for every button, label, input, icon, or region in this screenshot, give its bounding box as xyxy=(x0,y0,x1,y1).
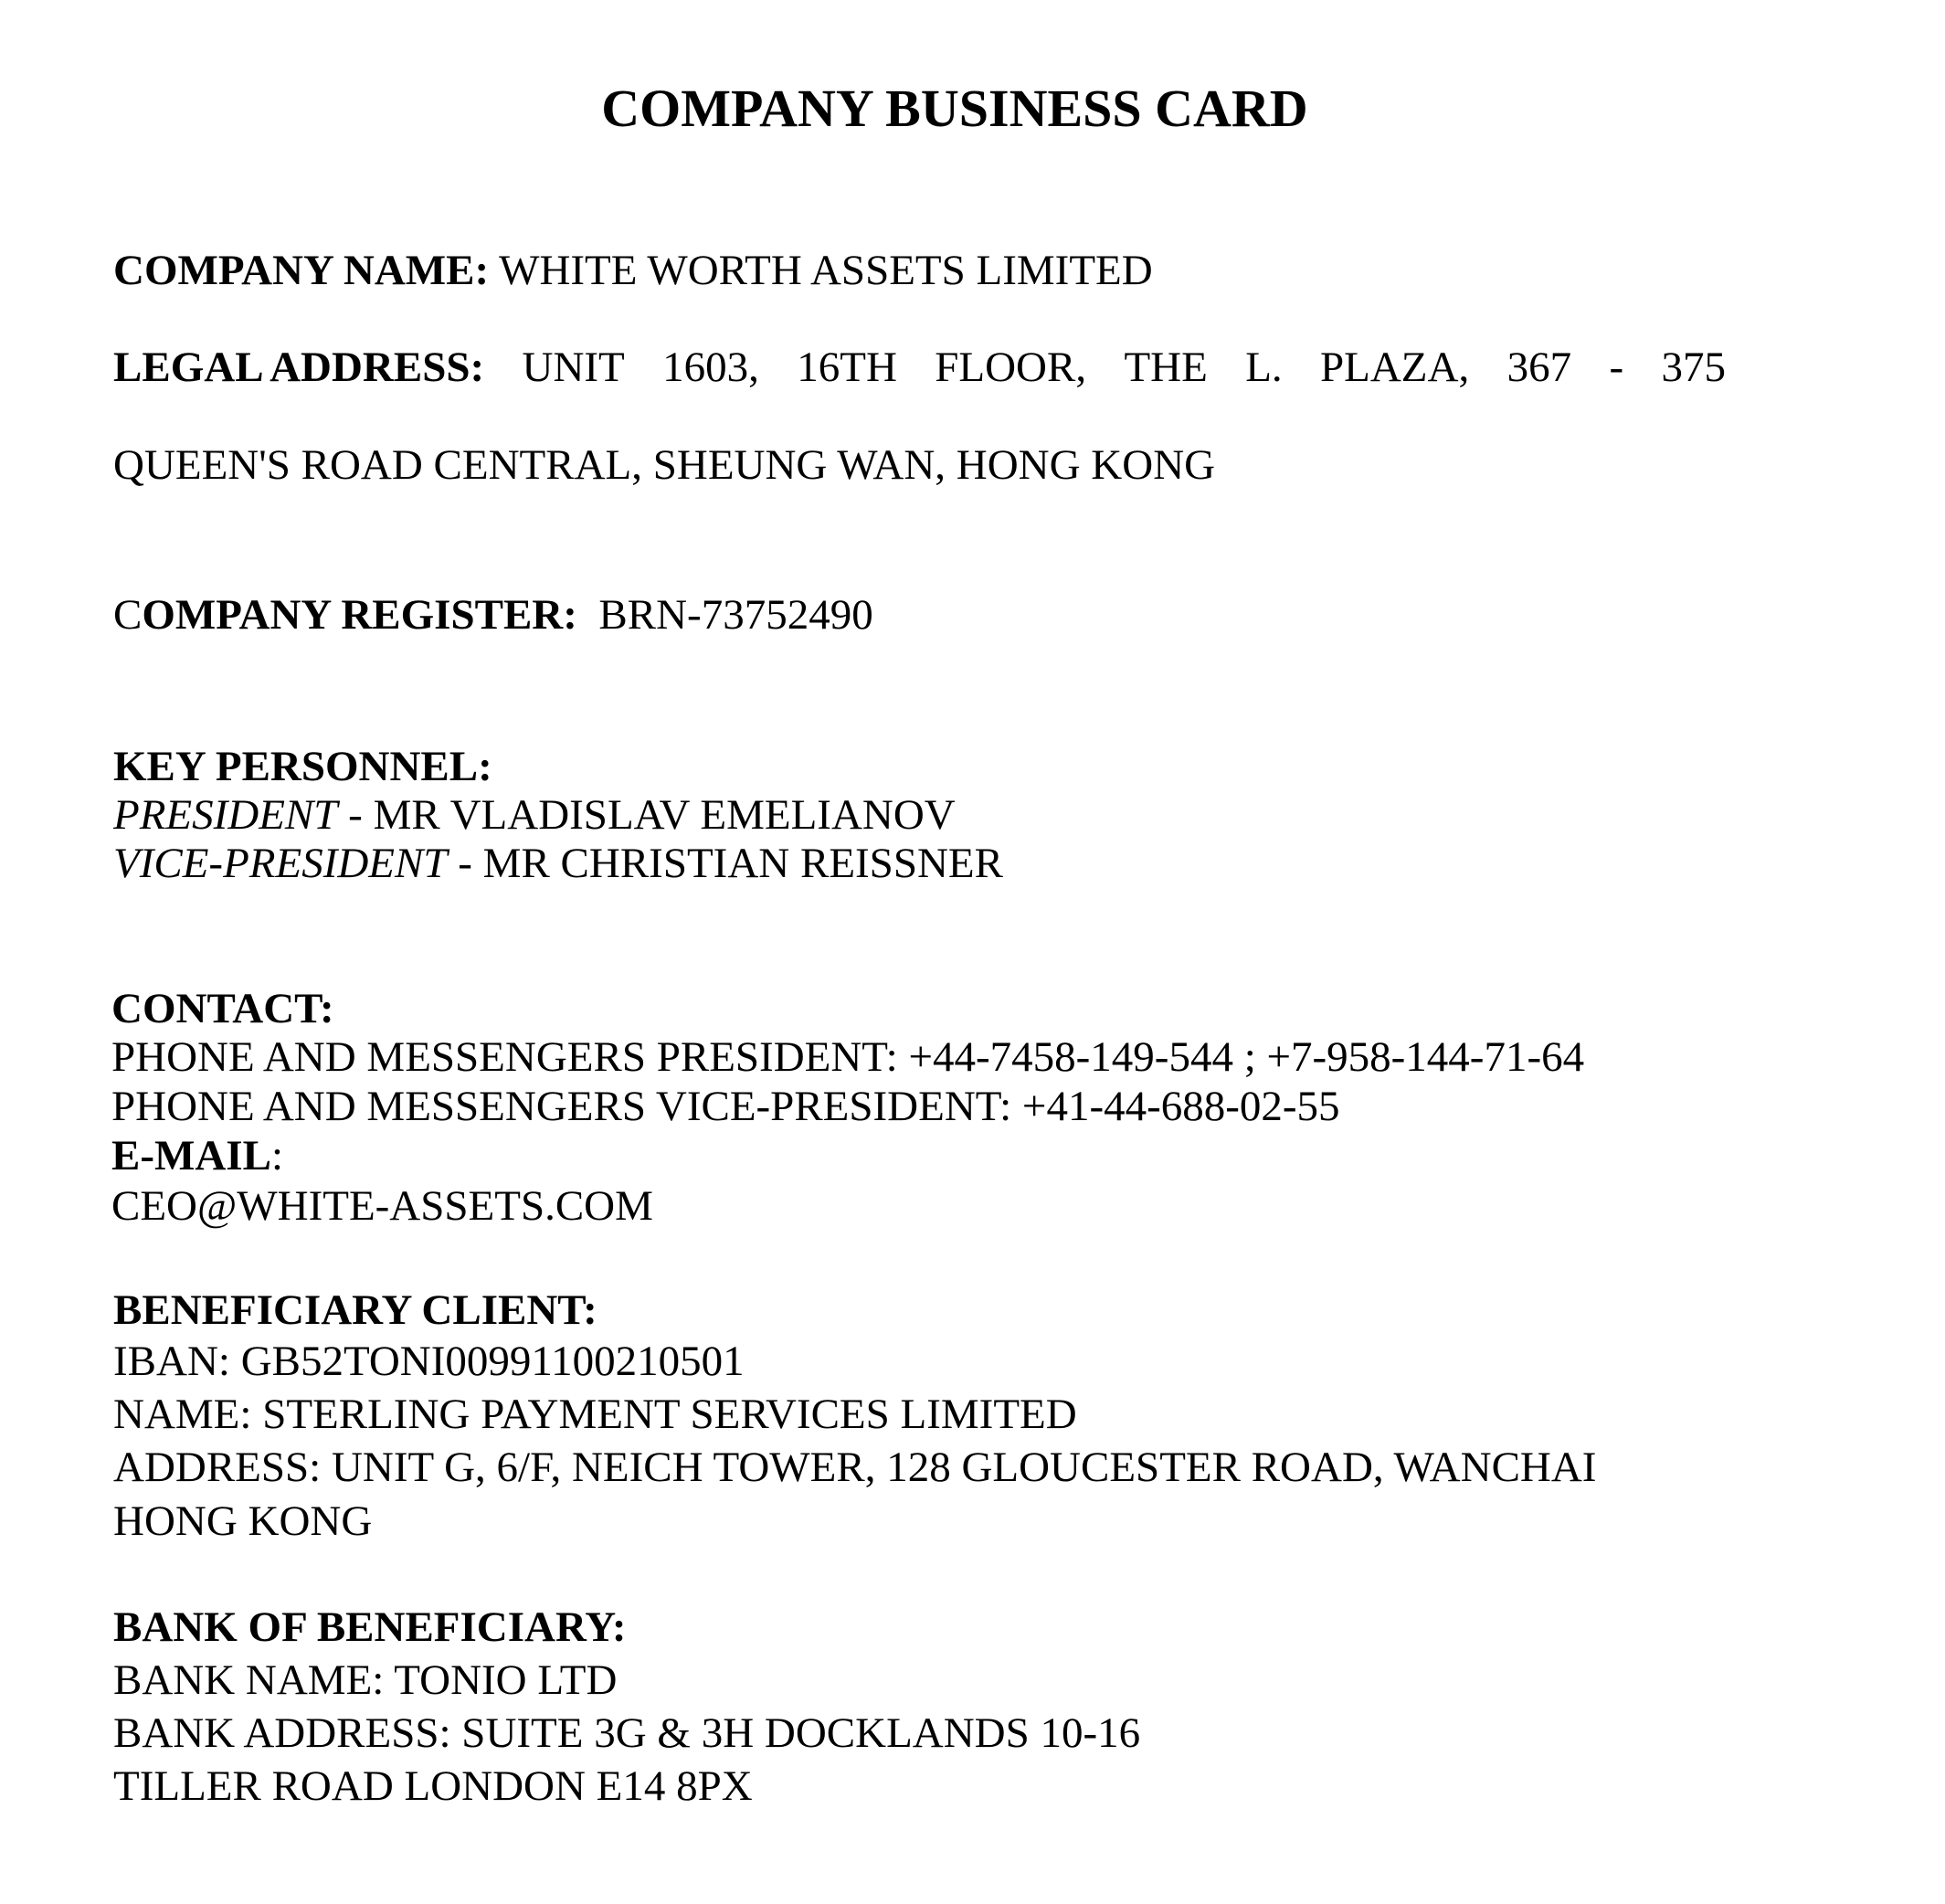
address-word: UNIT xyxy=(522,344,625,391)
company-name-value: WHITE WORTH ASSETS LIMITED xyxy=(499,247,1153,294)
address-word: L. xyxy=(1245,344,1283,391)
address-word: 367 xyxy=(1506,344,1572,391)
email-colon: : xyxy=(270,1132,284,1179)
phone-president: PHONE AND MESSENGERS PRESIDENT: +44-7458-149-544 ; +7-958-144-71-64 xyxy=(111,1033,1585,1081)
company-register-value: BRN-73752490 xyxy=(598,591,873,639)
email-label-line xyxy=(111,1130,283,1181)
email-value: CEO@WHITE-ASSETS.COM xyxy=(111,1182,653,1230)
phone-vice-president: PHONE AND MESSENGERS VICE-PRESIDENT: +41-44-688-02-55 xyxy=(111,1083,1340,1130)
address-word: THE xyxy=(1124,344,1208,391)
vice-president-line xyxy=(113,838,1003,889)
beneficiary-name: NAME: STERLING PAYMENT SERVICES LIMITED xyxy=(113,1391,1077,1438)
legal-address-line-2: QUEEN'S ROAD CENTRAL, SHEUNG WAN, HONG KONG xyxy=(113,441,1216,489)
president-name: - MR VLADISLAV EMELIANOV xyxy=(337,791,956,839)
company-register-line xyxy=(113,589,873,640)
president-role: PRESIDENT xyxy=(113,791,338,839)
email-label: E-MAIL xyxy=(111,1132,271,1179)
beneficiary-address-1: ADDRESS: UNIT G, 6/F, NEICH TOWER, 128 GLOUCESTER ROAD, WANCHAI xyxy=(113,1444,1597,1491)
legal-address-label: LEGAL ADDRESS: xyxy=(113,344,485,391)
beneficiary-address-2: HONG KONG xyxy=(113,1497,373,1545)
address-word: FLOOR, xyxy=(935,344,1087,391)
address-word: 16TH xyxy=(797,344,897,391)
address-word: 375 xyxy=(1661,344,1726,391)
president-line xyxy=(113,789,956,841)
company-register-label: OMPANY REGISTER: xyxy=(142,591,577,639)
vice-president-name: - MR CHRISTIAN REISSNER xyxy=(447,840,1003,887)
beneficiary-iban: IBAN: GB52TONI00991100210501 xyxy=(113,1338,745,1385)
vice-president-role: VICE-PRESIDENT xyxy=(113,840,448,887)
address-word: PLAZA, xyxy=(1320,344,1470,391)
bank-address-2: TILLER ROAD LONDON E14 8PX xyxy=(113,1762,753,1810)
beneficiary-heading: BENEFICIARY CLIENT: xyxy=(113,1286,597,1334)
address-word: - xyxy=(1609,344,1624,391)
key-personnel-heading: KEY PERSONNEL: xyxy=(113,743,492,790)
bank-heading: BANK OF BENEFICIARY: xyxy=(113,1603,627,1651)
company-register-label-first: C xyxy=(113,591,143,639)
company-name-line xyxy=(113,245,1153,296)
bank-address-1: BANK ADDRESS: SUITE 3G & 3H DOCKLANDS 10-16 xyxy=(113,1709,1141,1757)
legal-address-line-1 xyxy=(113,342,1726,393)
bank-name: BANK NAME: TONIO LTD xyxy=(113,1656,618,1704)
company-name-label: COMPANY NAME: xyxy=(113,247,490,294)
address-word: 1603, xyxy=(662,344,759,391)
contact-heading: CONTACT: xyxy=(111,985,334,1032)
document-title: COMPANY BUSINESS CARD xyxy=(601,79,1308,138)
